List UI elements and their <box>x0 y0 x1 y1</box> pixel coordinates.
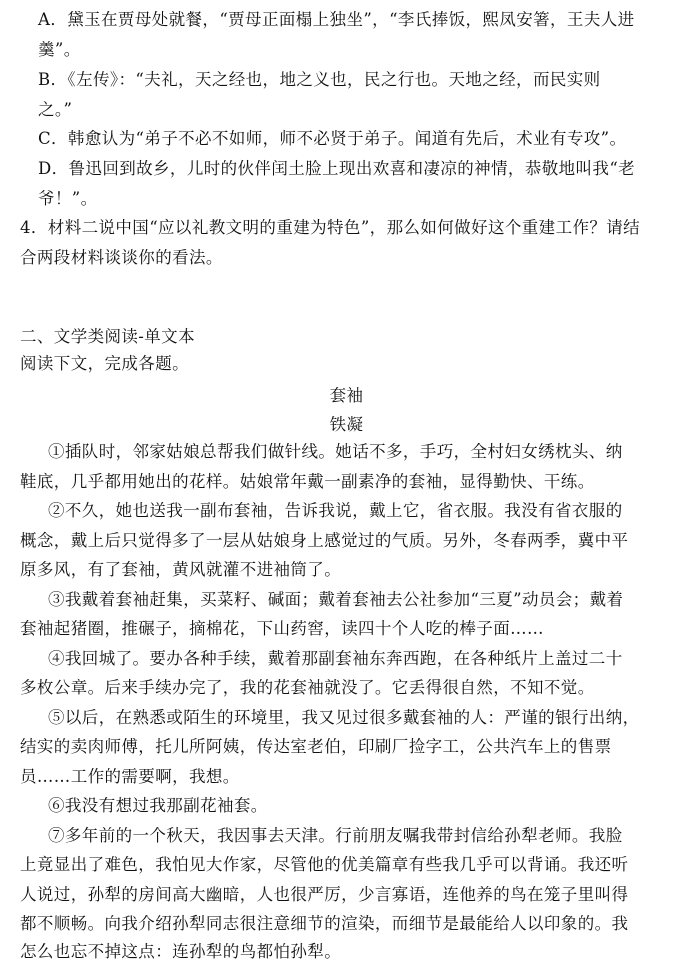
question-4-line-1: 4．材料二说中国“应以礼教文明的重建为特色”，那么如何做好这个重建工作？请结 <box>20 218 641 237</box>
option-a-line-1: A．黛玉在贾母处就餐，“贾母正面榻上独坐”，“李氏捧饭，熙凤安箸，王夫人进 <box>38 10 635 29</box>
option-b-line-1: B．《左传》：“夫礼，天之经也，地之义也，民之行也。天地之经，而民实则 <box>38 70 601 89</box>
article-line: ⑦多年前的一个秋天，我因事去天津。行前朋友嘱我带封信给孙犁老师。我脸 <box>48 826 623 845</box>
article-line: ④我回城了。要办各种手续，戴着那副套袖东奔西跑，在各种纸片上盖过二十 <box>48 649 623 668</box>
article-line: 人说过，孙犁的房间高大幽暗，人也很严厉，少言寡语，连他养的鸟在笼子里叫得 <box>20 885 629 904</box>
section-heading: 二、文学类阅读-单文本 <box>20 327 195 346</box>
article-line: 套袖起猪圈，推碾子，摘棉花，下山药窖，读四十个人吃的棒子面…… <box>20 619 544 638</box>
article-line: 概念，戴上后只觉得多了一层从姑娘身上感觉过的气质。另外，冬春两季，冀中平 <box>20 531 629 550</box>
article-line: ⑥我没有想过我那副花袖套。 <box>48 796 268 815</box>
article-line: 鞋底，几乎都用她出的花样。姑娘常年戴一副素净的套袖，显得勤快、干练。 <box>20 472 595 491</box>
article-title: 套袖 <box>329 386 364 405</box>
article-line: 怎么也忘不掉这点：连孙犁的鸟都怕孙犁。 <box>20 942 342 961</box>
option-d-line-2: 爷！”。 <box>38 189 98 208</box>
article-line: ②不久，她也送我一副布套袖，告诉我说，戴上它，省衣服。我没有省衣服的 <box>48 501 623 520</box>
article-line: 上竟显出了难色，我怕见大作家，尽管他的优美篇章有些我几乎可以背诵。我还听 <box>20 855 629 874</box>
option-c-line-1: C．韩愈认为“弟子不必不如师，师不必贤于弟子。闻道有先后，术业有专攻”。 <box>38 129 627 148</box>
article-line: 多枚公章。后来手续办完了，我的花套袖就没了。它丢得很自然，不知不觉。 <box>20 678 595 697</box>
section-instruction: 阅读下文，完成各题。 <box>20 354 189 373</box>
option-a-line-2: 羹”。 <box>38 40 81 59</box>
article-line: 都不顺畅。向我介绍孙犁同志很注意细节的渲染，而细节是最能给人以印象的。我 <box>20 914 629 933</box>
question-4-line-2: 合两段材料谈谈你的看法。 <box>20 248 223 267</box>
option-b-line-2: 之。” <box>38 100 73 119</box>
article-line: 结实的卖肉师傅，托儿所阿姨，传达室老伯，印刷厂捡字工，公共汽车上的售票 <box>20 737 612 756</box>
article-author: 铁凝 <box>329 415 364 434</box>
article-line: ③我戴着套袖赶集，买菜籽、碱面；戴着套袖去公社参加“三夏”动员会；戴着 <box>48 590 624 609</box>
article-line: 原多风，有了套袖，黄风就灌不进袖筒了。 <box>20 560 342 579</box>
article-line: 员……工作的需要啊，我想。 <box>20 767 240 786</box>
article-line: ①插队时，邻家姑娘总帮我们做针线。她话不多，手巧，全村妇女绣枕头、纳 <box>48 442 623 461</box>
article-line: ⑤以后，在熟悉或陌生的环境里，我又见过很多戴套袖的人：严谨的银行出纳， <box>48 708 640 727</box>
option-d-line-1: D．鲁迅回到故乡，儿时的伙伴闰土脸上现出欢喜和凄凉的神情，恭敬地叫我“老 <box>38 159 636 178</box>
